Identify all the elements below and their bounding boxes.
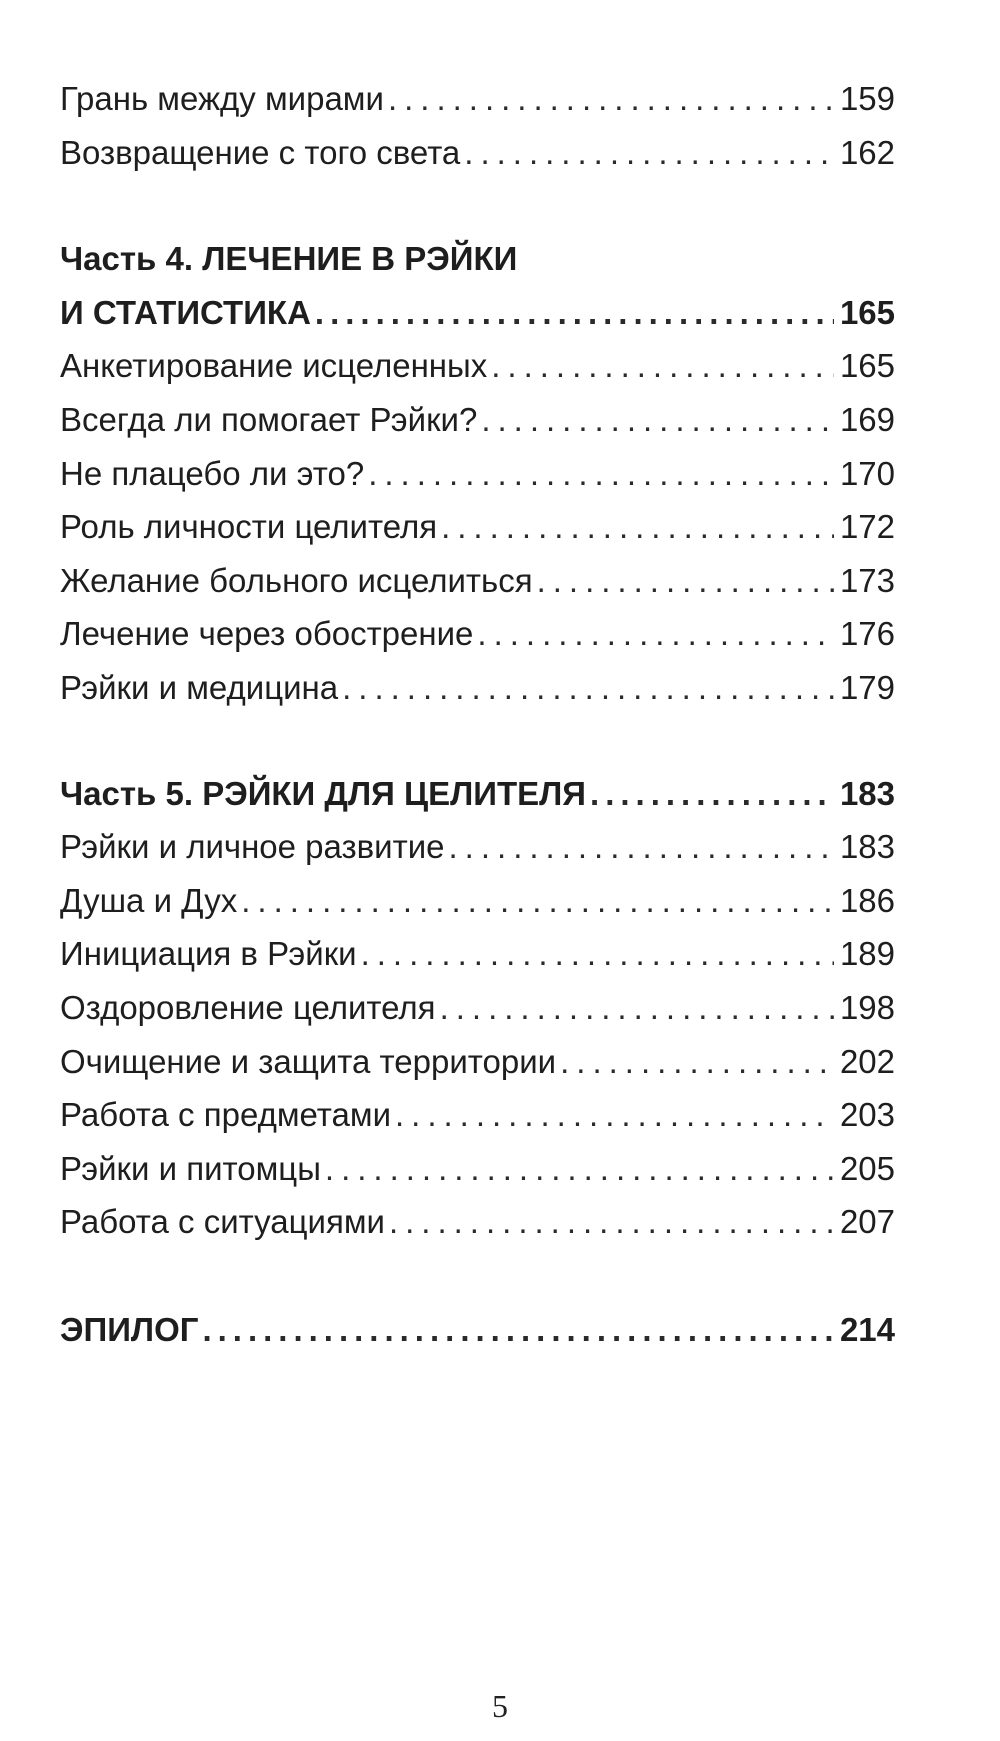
toc-entry <box>60 393 895 447</box>
toc-entry <box>60 607 895 661</box>
dot-leader <box>590 767 834 821</box>
toc-entry-title: Не плацебо ли это? <box>60 454 365 492</box>
toc-entry-title: Инициация в Рэйки <box>60 935 357 973</box>
toc-entry-title: Роль личности целителя <box>60 508 438 546</box>
toc-entry-page: 162 <box>839 133 895 171</box>
toc-entry-page: 207 <box>839 1203 895 1241</box>
toc-entry-page: 172 <box>839 508 895 546</box>
dot-leader <box>395 1088 834 1142</box>
toc-entry-page: 165 <box>839 347 895 385</box>
toc-entry <box>60 126 895 180</box>
part4-heading-line1: Часть 4. ЛЕЧЕНИЕ В РЭЙКИ <box>60 240 518 278</box>
toc-entry-page: 173 <box>839 561 895 599</box>
toc-entry-title: Рэйки и личное развитие <box>60 828 445 866</box>
toc-entry-title: Возвращение с того света <box>60 133 461 171</box>
toc-entry-title: Душа и Дух <box>60 881 238 919</box>
dot-leader <box>464 126 834 180</box>
epilogue-entry <box>60 1303 895 1357</box>
section-spacer <box>60 715 895 767</box>
toc-entry-page: 159 <box>839 80 895 117</box>
toc-entry-title: Оздоровление целителя <box>60 988 436 1026</box>
toc-entry-page: 186 <box>839 881 895 919</box>
dot-leader <box>389 1195 834 1249</box>
toc-entry-page: 169 <box>839 400 895 438</box>
dot-leader <box>560 1035 834 1089</box>
toc-entry-title: Анкетирование исцеленных <box>60 347 488 385</box>
dot-leader <box>368 447 834 501</box>
toc-entry-title: Рэйки и медицина <box>60 668 339 706</box>
dot-leader <box>440 981 834 1035</box>
dot-leader <box>361 927 834 981</box>
toc-entry-page: 202 <box>839 1042 895 1080</box>
page-number: 5 <box>492 1688 508 1724</box>
epilogue-title: ЭПИЛОГ <box>60 1310 199 1348</box>
toc-entry <box>60 72 895 126</box>
toc-entry <box>60 1195 895 1249</box>
part4-page: 165 <box>839 293 895 331</box>
part4-heading <box>60 286 895 340</box>
toc-entry-title: Рэйки и питомцы <box>60 1149 321 1187</box>
toc-entry <box>60 1088 895 1142</box>
toc-entry-page: 198 <box>839 988 895 1026</box>
dot-leader <box>481 393 834 447</box>
toc-entry <box>60 820 895 874</box>
part5-page: 183 <box>839 774 895 812</box>
section-spacer <box>60 179 895 232</box>
dot-leader <box>477 607 834 661</box>
toc-entry <box>60 661 895 715</box>
toc-entry-page: 183 <box>839 828 895 866</box>
toc-entry-title: Работа с ситуациями <box>60 1203 385 1241</box>
dot-leader <box>325 1142 834 1196</box>
toc-entry-title: Лечение через обострение <box>60 615 474 653</box>
toc-entry-title: Желание больного исцелиться <box>60 561 533 599</box>
toc-entry <box>60 1035 895 1089</box>
toc-entry-page: 189 <box>839 935 895 973</box>
section-spacer <box>60 1249 895 1303</box>
dot-leader <box>202 1303 833 1357</box>
dot-leader <box>441 500 834 554</box>
toc-entry-title: Всегда ли помогает Рэйки? <box>60 400 478 438</box>
toc-entry-page: 179 <box>839 668 895 706</box>
part5-heading <box>60 767 895 821</box>
toc-entry-title: Очищение и защита территории <box>60 1042 557 1080</box>
toc-entry <box>60 874 895 928</box>
dot-leader <box>491 339 834 393</box>
toc-entry <box>60 927 895 981</box>
toc-entry <box>60 500 895 554</box>
epilogue-page: 214 <box>839 1310 895 1348</box>
toc-entry-page: 205 <box>839 1149 895 1187</box>
dot-leader <box>449 820 834 874</box>
dot-leader <box>241 874 834 928</box>
dot-leader <box>537 554 834 608</box>
toc-entry <box>60 447 895 501</box>
toc-entry-page: 203 <box>839 1096 895 1134</box>
toc-entry-title: Грань между мирами <box>60 80 384 117</box>
toc-entry <box>60 981 895 1035</box>
toc-entry-page: 170 <box>839 454 895 492</box>
toc-entry-title: Работа с предметами <box>60 1096 391 1134</box>
toc-entry-page: 176 <box>839 615 895 653</box>
dot-leader <box>342 661 834 715</box>
part4-heading-line2: И СТАТИСТИКА <box>60 293 311 331</box>
toc-entry <box>60 1142 895 1196</box>
toc-entry <box>60 554 895 608</box>
toc-entry <box>60 339 895 393</box>
table-of-contents <box>60 72 895 1356</box>
dot-leader <box>315 286 834 340</box>
dot-leader <box>388 72 834 126</box>
part5-heading-title: Часть 5. РЭЙКИ ДЛЯ ЦЕЛИТЕЛЯ <box>60 774 587 812</box>
